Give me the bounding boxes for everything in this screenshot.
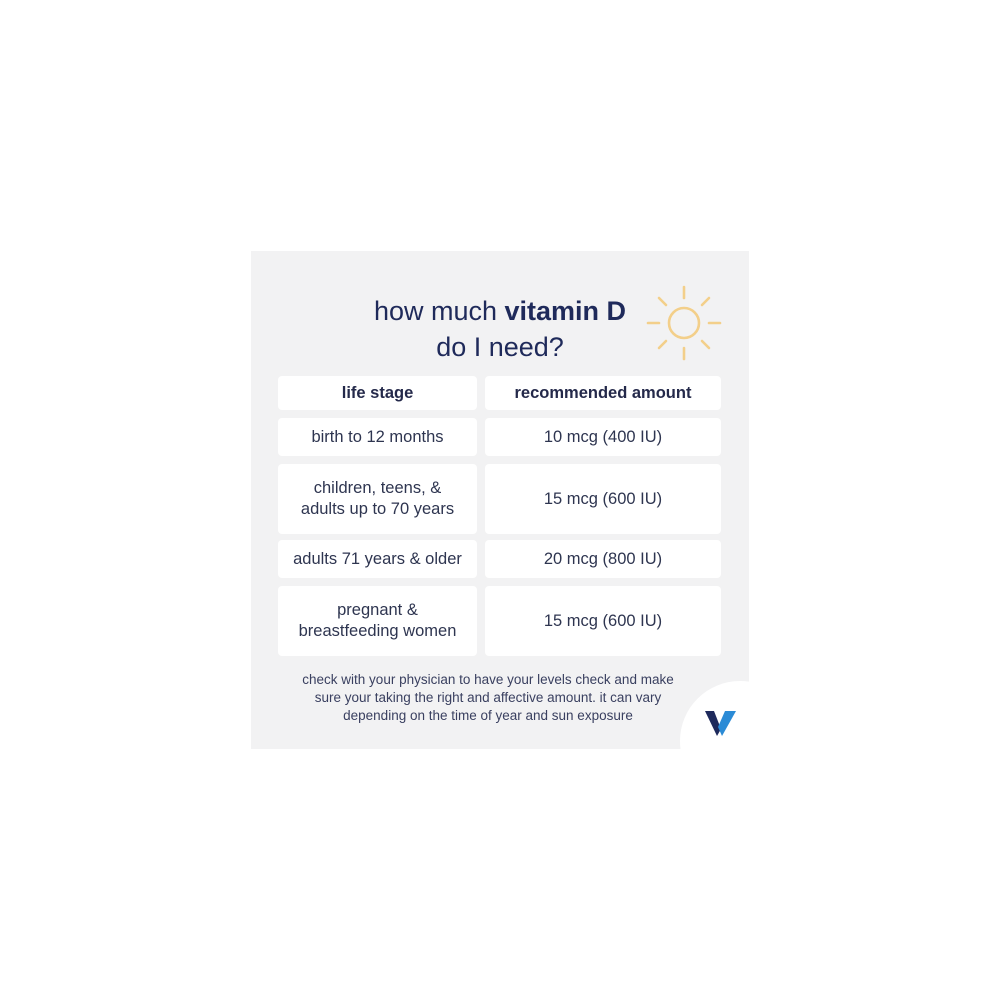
v-logo-icon: [705, 709, 737, 737]
title-prefix: how much: [373, 296, 505, 326]
table-cell-amount: 20 mcg (800 IU): [485, 540, 721, 578]
vitamin-d-card: [251, 251, 749, 749]
table-cell-amount: 15 mcg (600 IU): [485, 586, 721, 656]
stage-line: pregnant &: [337, 601, 418, 619]
stage-line: adults up to 70 years: [300, 500, 455, 518]
note-line: sure your taking the right and affective amount. it can vary: [314, 690, 662, 705]
header-life-stage: life stage: [278, 376, 477, 410]
stage-line: children, teens, &: [313, 479, 442, 497]
sun-icon: [645, 284, 723, 362]
table-cell-amount: 15 mcg (600 IU): [485, 464, 721, 534]
physician-note: [291, 671, 685, 725]
note-line: check with your physician to have your levels check and make: [302, 672, 674, 687]
table-cell-stage: [278, 586, 477, 656]
title-line-2: do I need?: [436, 332, 564, 362]
table-cell-stage: adults 71 years & older: [278, 540, 477, 578]
title-bold: vitamin D: [504, 296, 627, 326]
table-cell-stage: birth to 12 months: [278, 418, 477, 456]
note-line: depending on the time of year and sun exposure: [343, 708, 633, 723]
table-cell-stage: [278, 464, 477, 534]
stage-line: breastfeeding women: [298, 622, 457, 640]
table-cell-amount: 10 mcg (400 IU): [485, 418, 721, 456]
header-recommended-amount: recommended amount: [485, 376, 721, 410]
